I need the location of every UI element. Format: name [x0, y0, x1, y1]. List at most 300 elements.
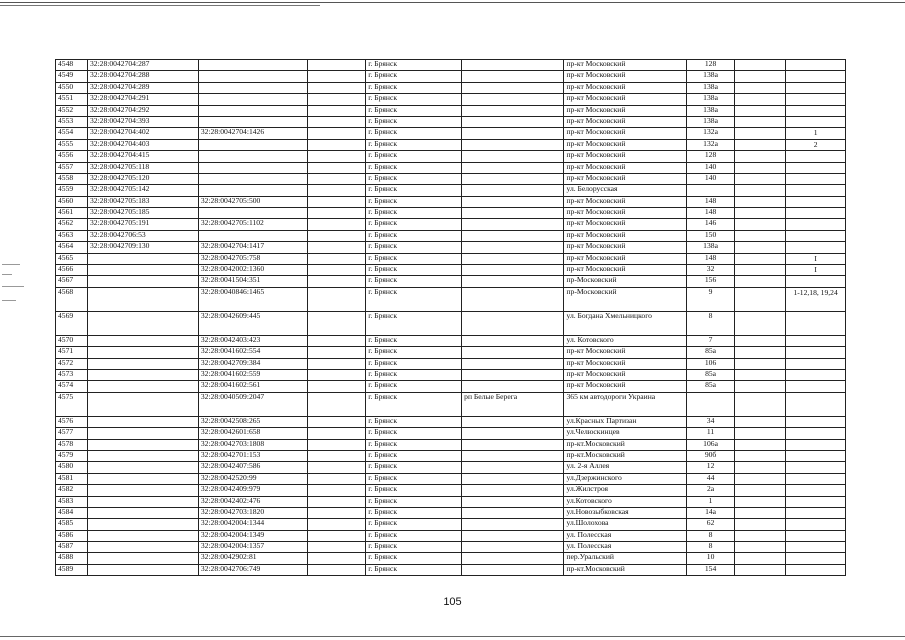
- empty-cell: [735, 439, 786, 450]
- building-cadastral-number-cell: 32:28:0042705:1102: [198, 219, 307, 230]
- house-number-cell: 128: [687, 151, 735, 162]
- empty-cell: [735, 564, 786, 575]
- street-cell: пр-Московский: [564, 287, 687, 311]
- row-number-cell: 4563: [56, 230, 88, 241]
- table-row: [56, 230, 846, 241]
- house-number-cell: 138а: [687, 82, 735, 93]
- cadastral-number-cell: [87, 347, 198, 358]
- cadastral-number-cell: 32:28:0042705:185: [87, 208, 198, 219]
- row-number-cell: 4578: [56, 439, 88, 450]
- flat-number-cell: [786, 530, 846, 541]
- row-number-cell: 4568: [56, 287, 88, 311]
- cadastral-number-cell: [87, 564, 198, 575]
- house-number-cell: 138а: [687, 71, 735, 82]
- cadastral-number-cell: 32:28:0042706:53: [87, 230, 198, 241]
- empty-cell: [735, 82, 786, 93]
- empty-cell: [307, 116, 366, 127]
- settlement-cell: [462, 139, 564, 150]
- flat-number-cell: [786, 381, 846, 392]
- settlement-cell: [462, 128, 564, 139]
- house-number-cell: 8: [687, 542, 735, 553]
- house-number-cell: 140: [687, 173, 735, 184]
- flat-number-cell: [786, 358, 846, 369]
- cadastral-number-cell: 32:28:0042705:191: [87, 219, 198, 230]
- street-cell: пр-кт Московский: [564, 242, 687, 253]
- building-cadastral-number-cell: 32:28:0042703:1820: [198, 507, 307, 518]
- empty-cell: [307, 128, 366, 139]
- house-number-cell: 62: [687, 519, 735, 530]
- settlement-cell: [462, 519, 564, 530]
- empty-cell: [735, 335, 786, 346]
- settlement-cell: [462, 71, 564, 82]
- flat-number-cell: [786, 428, 846, 439]
- empty-cell: [307, 507, 366, 518]
- empty-cell: [307, 265, 366, 276]
- row-number-cell: 4577: [56, 428, 88, 439]
- empty-cell: [307, 253, 366, 264]
- row-number-cell: 4553: [56, 116, 88, 127]
- settlement-cell: [462, 311, 564, 335]
- house-number-cell: 90б: [687, 450, 735, 461]
- empty-cell: [307, 151, 366, 162]
- city-cell: г. Брянск: [366, 82, 462, 93]
- flat-number-cell: [786, 151, 846, 162]
- row-number-cell: 4555: [56, 139, 88, 150]
- flat-number-cell: 1: [786, 128, 846, 139]
- city-cell: г. Брянск: [366, 530, 462, 541]
- settlement-cell: [462, 162, 564, 173]
- city-cell: г. Брянск: [366, 564, 462, 575]
- settlement-cell: рп Белые Берега: [462, 392, 564, 416]
- street-cell: ул. Белорусская: [564, 185, 687, 196]
- house-number-cell: 2а: [687, 485, 735, 496]
- empty-cell: [735, 358, 786, 369]
- cadastral-number-cell: [87, 311, 198, 335]
- cadastral-number-cell: [87, 496, 198, 507]
- empty-cell: [735, 542, 786, 553]
- flat-number-cell: [786, 105, 846, 116]
- margin-scan-marks: [2, 260, 30, 320]
- street-cell: пр-кт Московский: [564, 94, 687, 105]
- empty-cell: [735, 94, 786, 105]
- flat-number-cell: [786, 71, 846, 82]
- house-number-cell: 106а: [687, 439, 735, 450]
- street-cell: ул.Шолохова: [564, 519, 687, 530]
- table-row: [56, 392, 846, 416]
- cadastral-number-cell: [87, 265, 198, 276]
- empty-cell: [307, 392, 366, 416]
- row-number-cell: 4586: [56, 530, 88, 541]
- cadastral-number-cell: 32:28:0042709:130: [87, 242, 198, 253]
- street-cell: ул. 2-я Аллея: [564, 462, 687, 473]
- settlement-cell: [462, 416, 564, 427]
- row-number-cell: 4576: [56, 416, 88, 427]
- building-cadastral-number-cell: 32:28:0041602:554: [198, 347, 307, 358]
- street-cell: пр-кт Московский: [564, 82, 687, 93]
- row-number-cell: 4588: [56, 553, 88, 564]
- house-number-cell: 140: [687, 162, 735, 173]
- table-row: [56, 381, 846, 392]
- flat-number-cell: [786, 553, 846, 564]
- table-row: [56, 219, 846, 230]
- empty-cell: [735, 230, 786, 241]
- empty-cell: [307, 276, 366, 287]
- row-number-cell: 4579: [56, 450, 88, 461]
- empty-cell: [735, 116, 786, 127]
- row-number-cell: 4580: [56, 462, 88, 473]
- empty-cell: [735, 450, 786, 461]
- registry-table-body: [56, 60, 846, 576]
- row-number-cell: 4564: [56, 242, 88, 253]
- empty-cell: [735, 462, 786, 473]
- table-row: [56, 473, 846, 484]
- empty-cell: [735, 151, 786, 162]
- settlement-cell: [462, 265, 564, 276]
- flat-number-cell: [786, 60, 846, 71]
- cadastral-number-cell: 32:28:0042704:393: [87, 116, 198, 127]
- settlement-cell: [462, 82, 564, 93]
- street-cell: пр-кт Московский: [564, 369, 687, 380]
- cadastral-number-cell: [87, 530, 198, 541]
- street-cell: пр-кт.Московский: [564, 564, 687, 575]
- row-number-cell: 4570: [56, 335, 88, 346]
- table-row: [56, 519, 846, 530]
- street-cell: ул. Богдана Хмельницкого: [564, 311, 687, 335]
- city-cell: г. Брянск: [366, 116, 462, 127]
- city-cell: г. Брянск: [366, 335, 462, 346]
- empty-cell: [307, 473, 366, 484]
- empty-cell: [735, 253, 786, 264]
- flat-number-cell: [786, 416, 846, 427]
- city-cell: г. Брянск: [366, 381, 462, 392]
- table-row: [56, 173, 846, 184]
- city-cell: г. Брянск: [366, 450, 462, 461]
- empty-cell: [735, 519, 786, 530]
- settlement-cell: [462, 116, 564, 127]
- row-number-cell: 4575: [56, 392, 88, 416]
- settlement-cell: [462, 219, 564, 230]
- city-cell: г. Брянск: [366, 253, 462, 264]
- empty-cell: [307, 173, 366, 184]
- building-cadastral-number-cell: [198, 139, 307, 150]
- settlement-cell: [462, 462, 564, 473]
- empty-cell: [307, 82, 366, 93]
- city-cell: г. Брянск: [366, 60, 462, 71]
- bottom-border-line: [0, 636, 905, 637]
- empty-cell: [735, 162, 786, 173]
- table-row: [56, 242, 846, 253]
- city-cell: г. Брянск: [366, 553, 462, 564]
- empty-cell: [735, 139, 786, 150]
- flat-number-cell: [786, 369, 846, 380]
- building-cadastral-number-cell: 32:28:0042902:81: [198, 553, 307, 564]
- settlement-cell: [462, 553, 564, 564]
- street-cell: ул.Котовского: [564, 496, 687, 507]
- city-cell: г. Брянск: [366, 208, 462, 219]
- street-cell: пр-кт Московский: [564, 162, 687, 173]
- street-cell: пр-кт Московский: [564, 105, 687, 116]
- city-cell: г. Брянск: [366, 128, 462, 139]
- house-number-cell: [687, 185, 735, 196]
- empty-cell: [307, 60, 366, 71]
- street-cell: пр-кт Московский: [564, 71, 687, 82]
- empty-cell: [307, 230, 366, 241]
- empty-cell: [307, 485, 366, 496]
- empty-cell: [307, 94, 366, 105]
- house-number-cell: 146: [687, 219, 735, 230]
- street-cell: ул.Красных Партизан: [564, 416, 687, 427]
- flat-number-cell: [786, 485, 846, 496]
- settlement-cell: [462, 473, 564, 484]
- flat-number-cell: [786, 208, 846, 219]
- top-border-line-short: [0, 5, 320, 6]
- table-row: [56, 162, 846, 173]
- cadastral-number-cell: [87, 485, 198, 496]
- house-number-cell: 132а: [687, 139, 735, 150]
- empty-cell: [735, 276, 786, 287]
- house-number-cell: 148: [687, 196, 735, 207]
- flat-number-cell: I: [786, 253, 846, 264]
- row-number-cell: 4572: [56, 358, 88, 369]
- city-cell: г. Брянск: [366, 439, 462, 450]
- flat-number-cell: [786, 82, 846, 93]
- empty-cell: [735, 428, 786, 439]
- street-cell: ул.Челюскинцев: [564, 428, 687, 439]
- settlement-cell: [462, 381, 564, 392]
- row-number-cell: 4581: [56, 473, 88, 484]
- row-number-cell: 4582: [56, 485, 88, 496]
- table-row: [56, 369, 846, 380]
- empty-cell: [735, 381, 786, 392]
- city-cell: г. Брянск: [366, 151, 462, 162]
- flat-number-cell: [786, 185, 846, 196]
- city-cell: г. Брянск: [366, 428, 462, 439]
- empty-cell: [735, 208, 786, 219]
- city-cell: г. Брянск: [366, 139, 462, 150]
- flat-number-cell: [786, 196, 846, 207]
- row-number-cell: 4557: [56, 162, 88, 173]
- cadastral-number-cell: [87, 553, 198, 564]
- house-number-cell: 85а: [687, 381, 735, 392]
- city-cell: г. Брянск: [366, 71, 462, 82]
- house-number-cell: 8: [687, 311, 735, 335]
- empty-cell: [307, 335, 366, 346]
- cadastral-number-cell: [87, 519, 198, 530]
- flat-number-cell: [786, 230, 846, 241]
- table-row: [56, 82, 846, 93]
- house-number-cell: 85а: [687, 347, 735, 358]
- cadastral-number-cell: [87, 473, 198, 484]
- building-cadastral-number-cell: 32:28:0040509:2047: [198, 392, 307, 416]
- table-row: [56, 530, 846, 541]
- street-cell: пр-кт Московский: [564, 381, 687, 392]
- settlement-cell: [462, 564, 564, 575]
- building-cadastral-number-cell: [198, 208, 307, 219]
- cadastral-number-cell: 32:28:0042705:142: [87, 185, 198, 196]
- house-number-cell: 138а: [687, 116, 735, 127]
- empty-cell: [307, 71, 366, 82]
- house-number-cell: 150: [687, 230, 735, 241]
- house-number-cell: 14а: [687, 507, 735, 518]
- empty-cell: [735, 173, 786, 184]
- flat-number-cell: [786, 542, 846, 553]
- cadastral-number-cell: 32:28:0042704:287: [87, 60, 198, 71]
- settlement-cell: [462, 335, 564, 346]
- building-cadastral-number-cell: [198, 185, 307, 196]
- empty-cell: [735, 185, 786, 196]
- empty-cell: [735, 105, 786, 116]
- flat-number-cell: [786, 116, 846, 127]
- street-cell: ул. Полесская: [564, 542, 687, 553]
- street-cell: пр-кт Московский: [564, 116, 687, 127]
- cadastral-number-cell: [87, 428, 198, 439]
- empty-cell: [307, 185, 366, 196]
- street-cell: ул. Полесская: [564, 530, 687, 541]
- table-row: [56, 416, 846, 427]
- row-number-cell: 4584: [56, 507, 88, 518]
- table-row: [56, 94, 846, 105]
- city-cell: г. Брянск: [366, 485, 462, 496]
- street-cell: пр-кт Московский: [564, 208, 687, 219]
- city-cell: г. Брянск: [366, 462, 462, 473]
- cadastral-number-cell: 32:28:0042705:183: [87, 196, 198, 207]
- house-number-cell: 138а: [687, 105, 735, 116]
- house-number-cell: 85а: [687, 369, 735, 380]
- city-cell: г. Брянск: [366, 347, 462, 358]
- house-number-cell: 138а: [687, 242, 735, 253]
- empty-cell: [735, 392, 786, 416]
- empty-cell: [735, 530, 786, 541]
- empty-cell: [307, 496, 366, 507]
- cadastral-number-cell: [87, 287, 198, 311]
- settlement-cell: [462, 507, 564, 518]
- house-number-cell: 138а: [687, 94, 735, 105]
- city-cell: г. Брянск: [366, 265, 462, 276]
- flat-number-cell: [786, 94, 846, 105]
- house-number-cell: 34: [687, 416, 735, 427]
- empty-cell: [307, 564, 366, 575]
- house-number-cell: 32: [687, 265, 735, 276]
- row-number-cell: 4587: [56, 542, 88, 553]
- cadastral-number-cell: [87, 276, 198, 287]
- table-row: [56, 71, 846, 82]
- cadastral-number-cell: [87, 253, 198, 264]
- table-row: [56, 128, 846, 139]
- building-cadastral-number-cell: 32:28:0042704:1426: [198, 128, 307, 139]
- cadastral-number-cell: 32:28:0042704:288: [87, 71, 198, 82]
- settlement-cell: [462, 242, 564, 253]
- row-number-cell: 4551: [56, 94, 88, 105]
- building-cadastral-number-cell: 32:28:0042403:423: [198, 335, 307, 346]
- settlement-cell: [462, 530, 564, 541]
- table-row: [56, 276, 846, 287]
- table-row: [56, 311, 846, 335]
- empty-cell: [735, 128, 786, 139]
- house-number-cell: 10: [687, 553, 735, 564]
- empty-cell: [735, 242, 786, 253]
- settlement-cell: [462, 105, 564, 116]
- cadastral-number-cell: 32:28:0042704:403: [87, 139, 198, 150]
- settlement-cell: [462, 253, 564, 264]
- empty-cell: [735, 507, 786, 518]
- registry-table: [55, 59, 846, 576]
- flat-number-cell: [786, 219, 846, 230]
- house-number-cell: 132а: [687, 128, 735, 139]
- cadastral-number-cell: [87, 381, 198, 392]
- street-cell: 365 км автодороги Украина: [564, 392, 687, 416]
- street-cell: пр-кт Московский: [564, 219, 687, 230]
- building-cadastral-number-cell: 32:28:0042706:749: [198, 564, 307, 575]
- empty-cell: [307, 311, 366, 335]
- table-row: [56, 347, 846, 358]
- table-row: [56, 462, 846, 473]
- city-cell: г. Брянск: [366, 358, 462, 369]
- house-number-cell: 156: [687, 276, 735, 287]
- flat-number-cell: [786, 276, 846, 287]
- table-row: [56, 428, 846, 439]
- street-cell: пр-кт Московский: [564, 128, 687, 139]
- empty-cell: [307, 196, 366, 207]
- flat-number-cell: [786, 162, 846, 173]
- empty-cell: [307, 219, 366, 230]
- street-cell: пр-Московский: [564, 276, 687, 287]
- building-cadastral-number-cell: 32:28:0042407:586: [198, 462, 307, 473]
- page-number: 105: [443, 596, 462, 608]
- city-cell: г. Брянск: [366, 473, 462, 484]
- city-cell: г. Брянск: [366, 369, 462, 380]
- flat-number-cell: [786, 564, 846, 575]
- street-cell: пр-кт Московский: [564, 253, 687, 264]
- flat-number-cell: [786, 311, 846, 335]
- house-number-cell: 106: [687, 358, 735, 369]
- city-cell: г. Брянск: [366, 242, 462, 253]
- row-number-cell: 4559: [56, 185, 88, 196]
- cadastral-number-cell: 32:28:0042704:291: [87, 94, 198, 105]
- street-cell: пр-кт Московский: [564, 60, 687, 71]
- street-cell: пр-кт Московский: [564, 139, 687, 150]
- settlement-cell: [462, 496, 564, 507]
- empty-cell: [735, 196, 786, 207]
- row-number-cell: 4549: [56, 71, 88, 82]
- city-cell: г. Брянск: [366, 196, 462, 207]
- row-number-cell: 4589: [56, 564, 88, 575]
- building-cadastral-number-cell: 32:28:0042709:384: [198, 358, 307, 369]
- cadastral-number-cell: [87, 450, 198, 461]
- empty-cell: [307, 139, 366, 150]
- settlement-cell: [462, 276, 564, 287]
- street-cell: пр-кт Московский: [564, 196, 687, 207]
- empty-cell: [307, 530, 366, 541]
- empty-cell: [735, 60, 786, 71]
- empty-cell: [735, 311, 786, 335]
- cadastral-number-cell: 32:28:0042704:292: [87, 105, 198, 116]
- empty-cell: [307, 462, 366, 473]
- building-cadastral-number-cell: 32:28:0042409:979: [198, 485, 307, 496]
- row-number-cell: 4550: [56, 82, 88, 93]
- city-cell: г. Брянск: [366, 105, 462, 116]
- empty-cell: [735, 265, 786, 276]
- row-number-cell: 4583: [56, 496, 88, 507]
- flat-number-cell: [786, 335, 846, 346]
- building-cadastral-number-cell: 32:28:0042004:1357: [198, 542, 307, 553]
- flat-number-cell: [786, 462, 846, 473]
- table-row: [56, 450, 846, 461]
- street-cell: пр-кт.Московский: [564, 439, 687, 450]
- empty-cell: [735, 287, 786, 311]
- row-number-cell: 4566: [56, 265, 88, 276]
- empty-cell: [307, 439, 366, 450]
- building-cadastral-number-cell: [198, 71, 307, 82]
